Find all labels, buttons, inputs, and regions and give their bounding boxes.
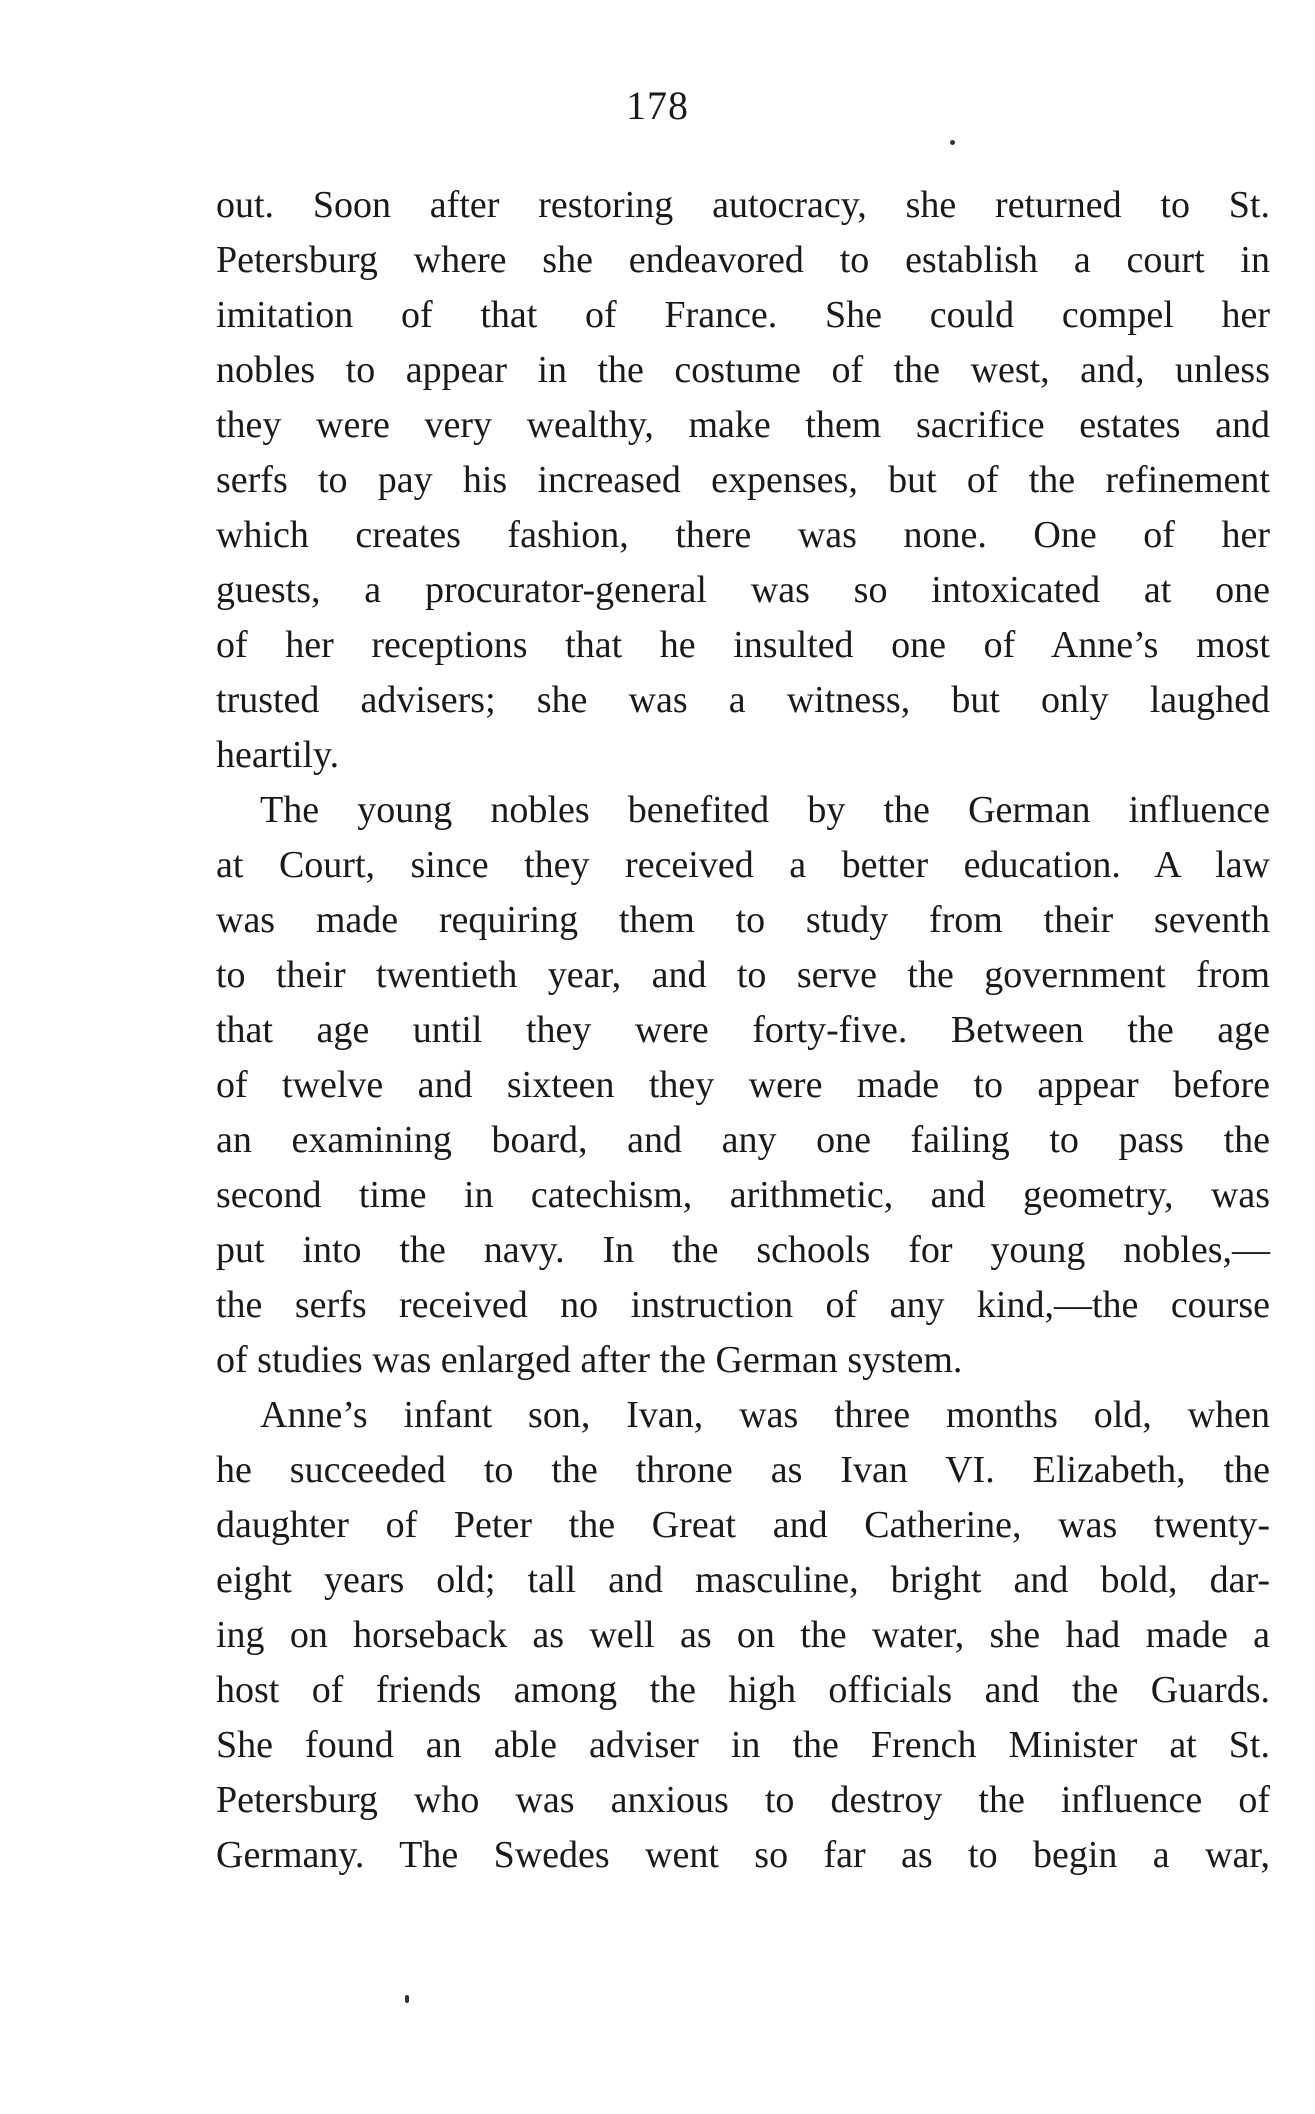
text-line: of studies was enlarged after the German system. (216, 1339, 963, 1381)
print-speck (950, 140, 955, 145)
text-line: daughter of Peter the Great and Catherine, was twenty- (216, 1504, 1270, 1546)
text-line: that age until they were forty-five. Between the age (216, 1009, 1270, 1051)
paragraph-2 (216, 783, 1270, 1388)
text-line: second time in catechism, arithmetic, and geometry, was (216, 1174, 1270, 1216)
text-line: Germany. The Swedes went so far as to begin a war, (216, 1834, 1270, 1876)
text-line: ing on horseback as well as on the water, she had made a (216, 1614, 1270, 1656)
text-line: guests, a procurator-general was so intoxicated at one (216, 569, 1270, 611)
print-speck (405, 1995, 409, 2003)
text-line: eight years old; tall and masculine, bright and bold, dar- (216, 1559, 1270, 1601)
text-line: they were very wealthy, make them sacrifice estates and (216, 404, 1270, 446)
text-line: which creates fashion, there was none. One of her (216, 514, 1270, 556)
text-line: at Court, since they received a better education. A law (216, 844, 1270, 886)
text-line: Petersburg where she endeavored to establish a court in (216, 239, 1270, 281)
text-line: She found an able adviser in the French Minister at St. (216, 1724, 1270, 1766)
text-line: trusted advisers; she was a witness, but only laughed (216, 679, 1270, 721)
text-line: put into the navy. In the schools for young nobles,— (216, 1229, 1270, 1271)
text-line: was made requiring them to study from their seventh (216, 899, 1270, 941)
text-line: heartily. (216, 734, 340, 776)
text-line: he succeeded to the throne as Ivan VI. Elizabeth, the (216, 1449, 1270, 1491)
text-line: out. Soon after restoring autocracy, she returned to St. (216, 184, 1270, 226)
text-line: to their twentieth year, and to serve the government from (216, 954, 1270, 996)
text-line: The young nobles benefited by the German influence (260, 789, 1270, 831)
text-line: imitation of that of France. She could compel her (216, 294, 1270, 336)
text-line: host of friends among the high officials and the Guards. (216, 1669, 1270, 1711)
text-line: an examining board, and any one failing to pass the (216, 1119, 1270, 1161)
paragraph-3 (216, 1388, 1270, 1883)
text-line: the serfs received no instruction of any kind,—the course (216, 1284, 1270, 1326)
text-line: Petersburg who was anxious to destroy the influence of (216, 1779, 1270, 1821)
text-line: of twelve and sixteen they were made to appear before (216, 1064, 1270, 1106)
text-line: Anne’s infant son, Ivan, was three months old, when (260, 1394, 1270, 1436)
page-number: 178 (626, 83, 689, 128)
paragraph-1 (216, 178, 1270, 783)
text-line: serfs to pay his increased expenses, but of the refinement (216, 459, 1270, 501)
text-line: nobles to appear in the costume of the west, and, unless (216, 349, 1270, 391)
text-line: of her receptions that he insulted one of Anne’s most (216, 624, 1270, 666)
body-text (216, 178, 1270, 1883)
